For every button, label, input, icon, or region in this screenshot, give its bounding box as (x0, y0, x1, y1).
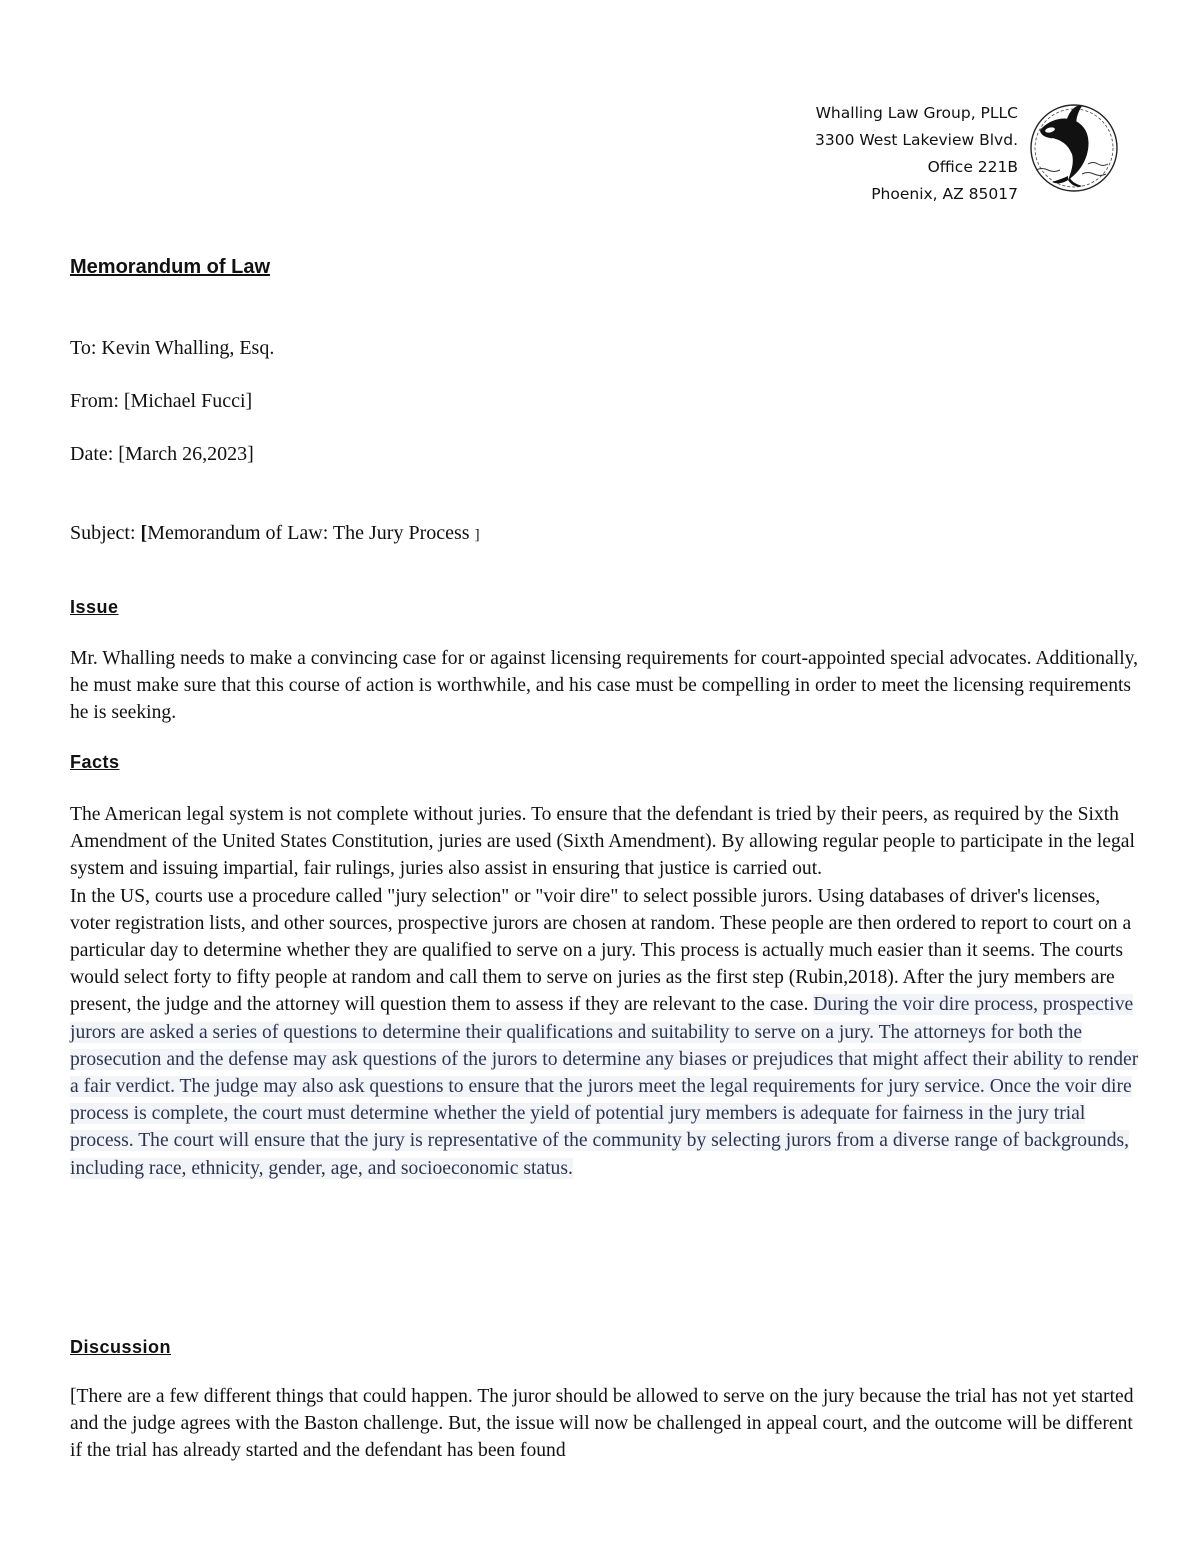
office-number: Office 221B (927, 158, 1018, 176)
city-state-zip: Phoenix, AZ 85017 (871, 185, 1018, 203)
firm-name: Whalling Law Group, PLLC (815, 104, 1018, 122)
facts-paragraphs (70, 801, 1140, 1182)
memo-subject-line (70, 520, 480, 548)
facts-paragraph-1: The American legal system is not complete without juries. To ensure that the defendant is tried by their peers, as required by the Sixth Amendment of the United States Constitution, juries are used (Sixth Amendment). By allowing regular people to participate in the legal system and issuing impartial, fair rulings, juries also assist in ensuring that justice is carried out. (70, 804, 1135, 880)
issue-heading: Issue (70, 597, 119, 617)
memo-from-line: From: [Michael Fucci] (70, 390, 253, 412)
discussion-text: [There are a few different things that could happen. The juror should be allowed to serve on the jury because the trial has not yet started and the judge agrees with the Baston challenge. But, the issue will now be challenged in appeal court, and the outcome will be different if the trial has already started and the defendant has been found (70, 1386, 1134, 1462)
issue-paragraph (70, 645, 1140, 727)
facts-paragraph-2-shaded: During the voir dire process, prospective jurors are asked a series of questions to determine their qualifications and suitability to serve on a jury. The attorneys for both the prosecution and the defense may ask questions of the jurors to determine any biases or prejudices that might affect their ability to render a fair verdict. The judge may also ask questions to ensure that the jurors meet the legal requirements for jury service. Once the voir dire process is complete, the court must determine whether the yield of potential jury members is adequate for fairness in the jury trial process. The court will ensure that the jury is representative of the community by selecting jurors from a diverse range of backgrounds, including race, ethnicity, gender, age, and socioeconomic status. (70, 994, 1139, 1179)
subject-label: Subject: (70, 522, 141, 544)
letterhead-address (815, 100, 1018, 208)
facts-paragraph-2 (70, 883, 1140, 1182)
subject-open-bracket: [ (140, 522, 148, 544)
subject-close-bracket: ] (474, 527, 480, 543)
memo-to-line: To: Kevin Whalling, Esq. (70, 337, 275, 359)
discussion-paragraph (70, 1383, 1140, 1465)
facts-paragraph-2-plain: In the US, courts use a procedure called "jury selection" or "voir dire" to select possible jurors. Using databases of driver's licenses, voter registration lists, and other sources, prospective jurors are chosen at random. These people are then ordered to report to court on a particular day to determine whether they are qualified to serve on a jury. This process is actually much easier than it seems. The courts would select forty to fifty people at random and call them to serve on juries as the first step (Rubin,2018). After the jury members are present, the judge and the attorney will question them to assess if they are relevant to the case. (70, 885, 1132, 1016)
memo-date-line: Date: [March 26,2023] (70, 443, 254, 465)
issue-text: Mr. Whalling needs to make a convincing case for or against licensing requirements for court-appointed special advocates. Additionally, he must make sure that this course of action is worthwhile, and his case must be compelling in order to meet the licensing requirements he is seeking. (70, 648, 1139, 724)
memo-title: Memorandum of Law (70, 256, 271, 278)
subject-text: Memorandum of Law: The Jury Process (147, 522, 475, 544)
facts-heading: Facts (70, 752, 120, 772)
discussion-heading: Discussion (70, 1337, 172, 1357)
orca-seal-icon (1026, 100, 1120, 196)
street-address: 3300 West Lakeview Blvd. (815, 131, 1018, 149)
